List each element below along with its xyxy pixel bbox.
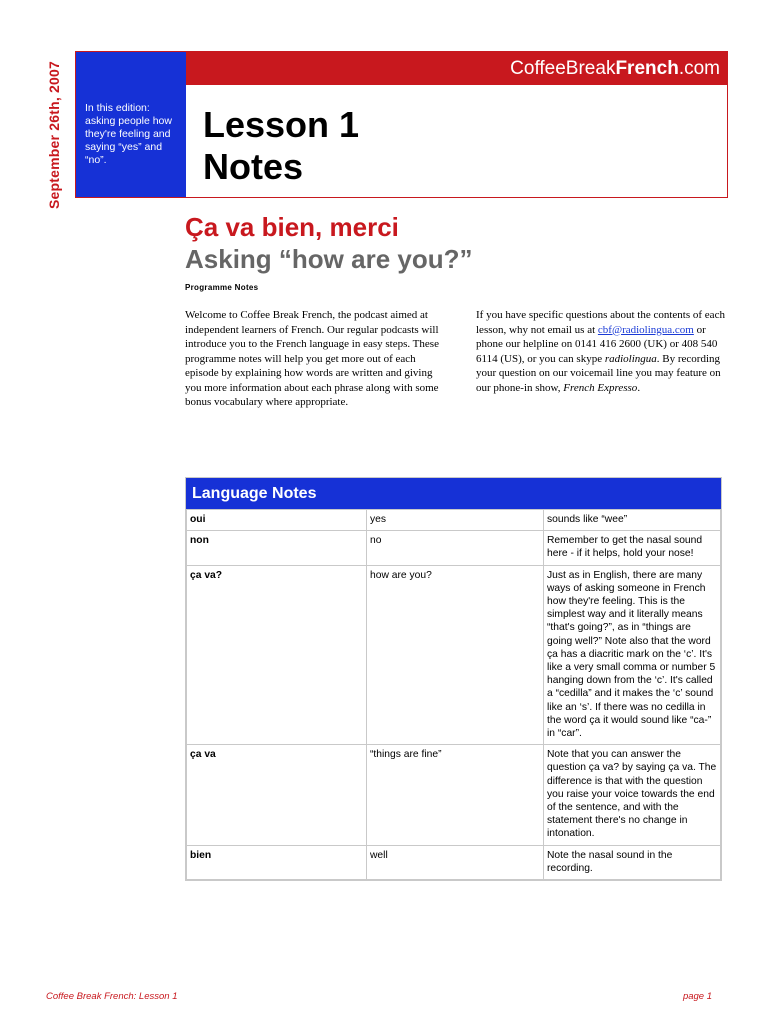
table-row bbox=[187, 745, 721, 845]
language-notes-title: Language Notes bbox=[186, 478, 721, 509]
note-text: sounds like “wee” bbox=[544, 510, 721, 531]
skype-name: radiolingua bbox=[604, 352, 657, 365]
french-term: ça va bbox=[187, 745, 367, 845]
lesson-heading: Ça va bien, merci bbox=[185, 212, 399, 242]
contact-text-3: . By recording your question on our voicemail line you may feature on our phone-in show, bbox=[476, 352, 721, 394]
contact-text-4: . bbox=[637, 381, 641, 394]
lesson-title bbox=[203, 104, 359, 188]
brand-part-2: French bbox=[615, 58, 679, 79]
brand-band bbox=[186, 52, 727, 85]
table-row bbox=[187, 510, 721, 531]
page-number: page 1 bbox=[682, 991, 712, 1002]
lesson-title-line-1: Lesson 1 bbox=[203, 104, 360, 145]
english-meaning: no bbox=[367, 531, 544, 565]
edition-summary-box bbox=[76, 52, 186, 197]
contact-text-2: or phone our helpline on 0141 416 2600 (UK) or 408 540 6114 (US), or you can skype bbox=[476, 323, 718, 365]
header bbox=[75, 51, 728, 198]
french-term: oui bbox=[187, 510, 367, 531]
edition-summary-text: In this edition: asking people how they're feeling and saying “yes” and “no”. bbox=[85, 102, 172, 166]
table-row bbox=[187, 845, 721, 879]
table-row bbox=[187, 531, 721, 565]
language-notes-grid bbox=[186, 509, 721, 880]
french-term: ça va? bbox=[187, 565, 367, 745]
brand-logo bbox=[510, 58, 720, 80]
note-text: Remember to get the nasal sound here - if it helps, hold your nose! bbox=[544, 531, 721, 565]
english-meaning: well bbox=[367, 845, 544, 879]
language-notes-table bbox=[185, 477, 722, 881]
edition-date bbox=[40, 50, 68, 220]
french-term: non bbox=[187, 531, 367, 565]
english-meaning: yes bbox=[367, 510, 544, 531]
brand-part-3: .com bbox=[678, 58, 720, 79]
email-link[interactable]: cbf@radiolingua.com bbox=[597, 323, 694, 336]
intro-contact-paragraph bbox=[476, 308, 726, 395]
contact-text-1: If you have specific questions about the contents of each lesson, why not email us at bbox=[476, 309, 725, 336]
footer-title: Coffee Break French: Lesson 1 bbox=[46, 991, 178, 1002]
lesson-title-line-2: Notes bbox=[203, 146, 304, 187]
show-name: French Expresso bbox=[563, 381, 638, 394]
edition-date-text: September 26th, 2007 bbox=[46, 61, 62, 209]
note-text: Note that you can answer the question ça va? by saying ça va. The difference is that with the question you raise your voice towards the end of the sentence, and with the statement there's no change in intonation. bbox=[544, 745, 721, 845]
brand-part-1: CoffeeBreak bbox=[510, 58, 616, 79]
french-term: bien bbox=[187, 845, 367, 879]
programme-notes-label: Programme Notes bbox=[185, 283, 259, 292]
intro-welcome-paragraph: Welcome to Coffee Break French, the podcast aimed at independent learners of French. Our regular podcasts will introduce you to the French language in easy steps. These programme notes will help you get more out of each episode by explaining how words are written and giving you more information about each phrase along with some bonus vocabulary where appropriate. bbox=[185, 309, 439, 408]
note-text: Just as in English, there are many ways of asking someone in French how they're feeling. This is the simplest way and it literally means “that's going?”, as in “things are going well?” Note also that the word ça has a diacritic mark on the ‘c’. It's like a very small comma or number 5 hanging down from the ‘c’. It's called a “cedilla” and it makes the ‘c’ sound like an ‘s’. If there was no cedilla in the word ça it would sound like “ca-” in “car”. bbox=[544, 565, 721, 745]
lesson-subheading: Asking “how are you?” bbox=[185, 244, 473, 274]
english-meaning: how are you? bbox=[367, 565, 544, 745]
english-meaning: “things are fine” bbox=[367, 745, 544, 845]
note-text: Note the nasal sound in the recording. bbox=[544, 845, 721, 879]
table-row bbox=[187, 565, 721, 745]
